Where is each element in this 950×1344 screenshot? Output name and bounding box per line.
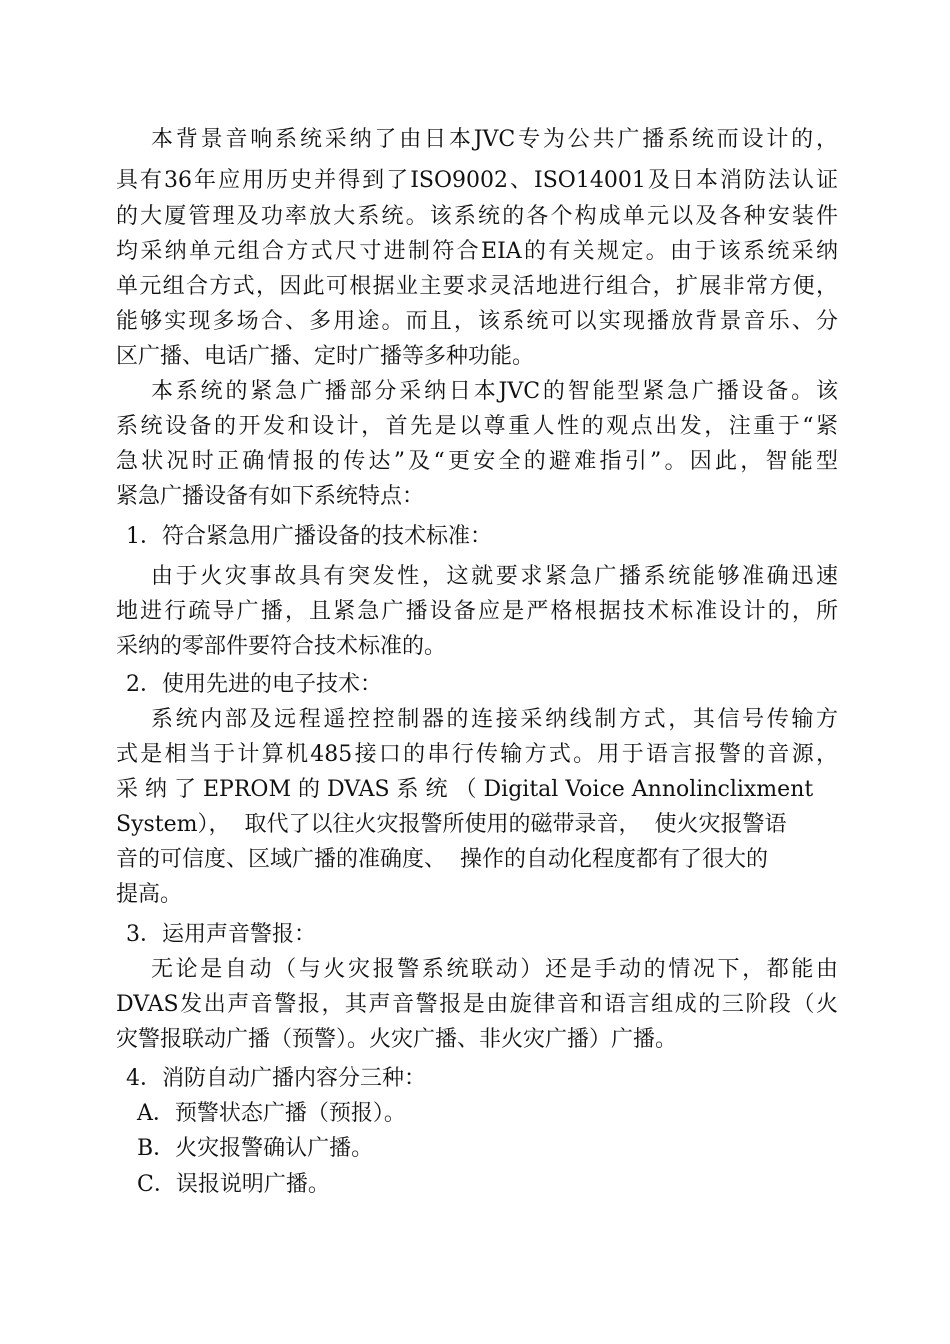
- section-3-line: DVAS发出声音警报，其声音警报是由旋律音和语言组成的三阶段（火: [116, 992, 838, 1017]
- paragraph-1-line: 单元组合方式，因此可根据业主要求灵活地进行组合，扩展非常方便，: [116, 274, 838, 299]
- section-3-line: 无论是自动（与火灾报警系统联动）还是手动的情况下，都能由: [151, 957, 838, 982]
- section-heading-3: 3．运用声音警报：: [126, 922, 316, 947]
- list-item-b: B．火灾报警确认广播。: [137, 1136, 374, 1161]
- section-3-line: 灾警报联动广播（预警）。火灾广播、非火灾广播）广播。: [116, 1027, 678, 1052]
- paragraph-1-line: 均采纳单元组合方式尺寸进制符合EIA的有关规定。由于该系统采纳: [116, 239, 838, 264]
- paragraph-1-line: 区广播、电话广播、定时广播等多种功能。: [116, 344, 535, 369]
- paragraph-1-line: 本背景音响系统采纳了由日本JVC专为公共广播系统而设计的，: [151, 127, 838, 152]
- paragraph-2-line: 急状况时正确情报的传达”及“更安全的避难指引”。因此，智能型: [116, 449, 838, 474]
- section-1-line: 由于火灾事故具有突发性，这就要求紧急广播系统能够准确迅速: [151, 564, 838, 589]
- list-item-c: C．误报说明广播。: [137, 1172, 330, 1197]
- paragraph-1-line: 具有36年应用历史并得到了ISO9002、ISO14001及日本消防法认证: [116, 168, 838, 193]
- paragraph-2-line: 本系统的紧急广播部分采纳日本JVC的智能型紧急广播设备。该: [151, 379, 838, 404]
- paragraph-1-line: 能够实现多场合、多用途。而且，该系统可以实现播放背景音乐、分: [116, 309, 838, 334]
- paragraph-2-line: 系统设备的开发和设计，首先是以尊重人性的观点出发，注重于“紧: [116, 414, 838, 439]
- paragraph-1-line: 的大厦管理及功率放大系统。该系统的各个构成单元以及各种安装件: [116, 204, 838, 229]
- section-2-line: 提高。: [116, 882, 183, 907]
- section-1-line: 采纳的零部件要符合技术标准的。: [116, 634, 447, 659]
- list-item-a: A．预警状态广播（预报）。: [137, 1101, 406, 1126]
- section-heading-1: 1．符合紧急用广播设备的技术标准：: [126, 524, 492, 549]
- section-2-line: 系统内部及远程遥控控制器的连接采纳线制方式，其信号传输方: [151, 707, 838, 732]
- section-heading-2: 2．使用先进的电子技术：: [126, 672, 382, 697]
- section-1-line: 地进行疏导广播，且紧急广播设备应是严格根据技术标准设计的，所: [116, 599, 838, 624]
- section-heading-4: 4．消防自动广播内容分三种：: [126, 1066, 426, 1091]
- section-2-line: 音的可信度、区域广播的准确度、 操作的自动化程度都有了很大的: [116, 847, 768, 872]
- section-2-line: 式是相当于计算机485接口的串行传输方式。用于语言报警的音源，: [116, 742, 838, 767]
- paragraph-2-line: 紧急广播设备有如下系统特点：: [116, 484, 425, 509]
- section-2-line: System）， 取代了以往火灾报警所使用的磁带录音， 使火灾报警语: [116, 812, 787, 837]
- section-2-line: 采 纳 了 EPROM 的 DVAS 系 统 （ Digital Voice Annolinclixment: [116, 777, 814, 802]
